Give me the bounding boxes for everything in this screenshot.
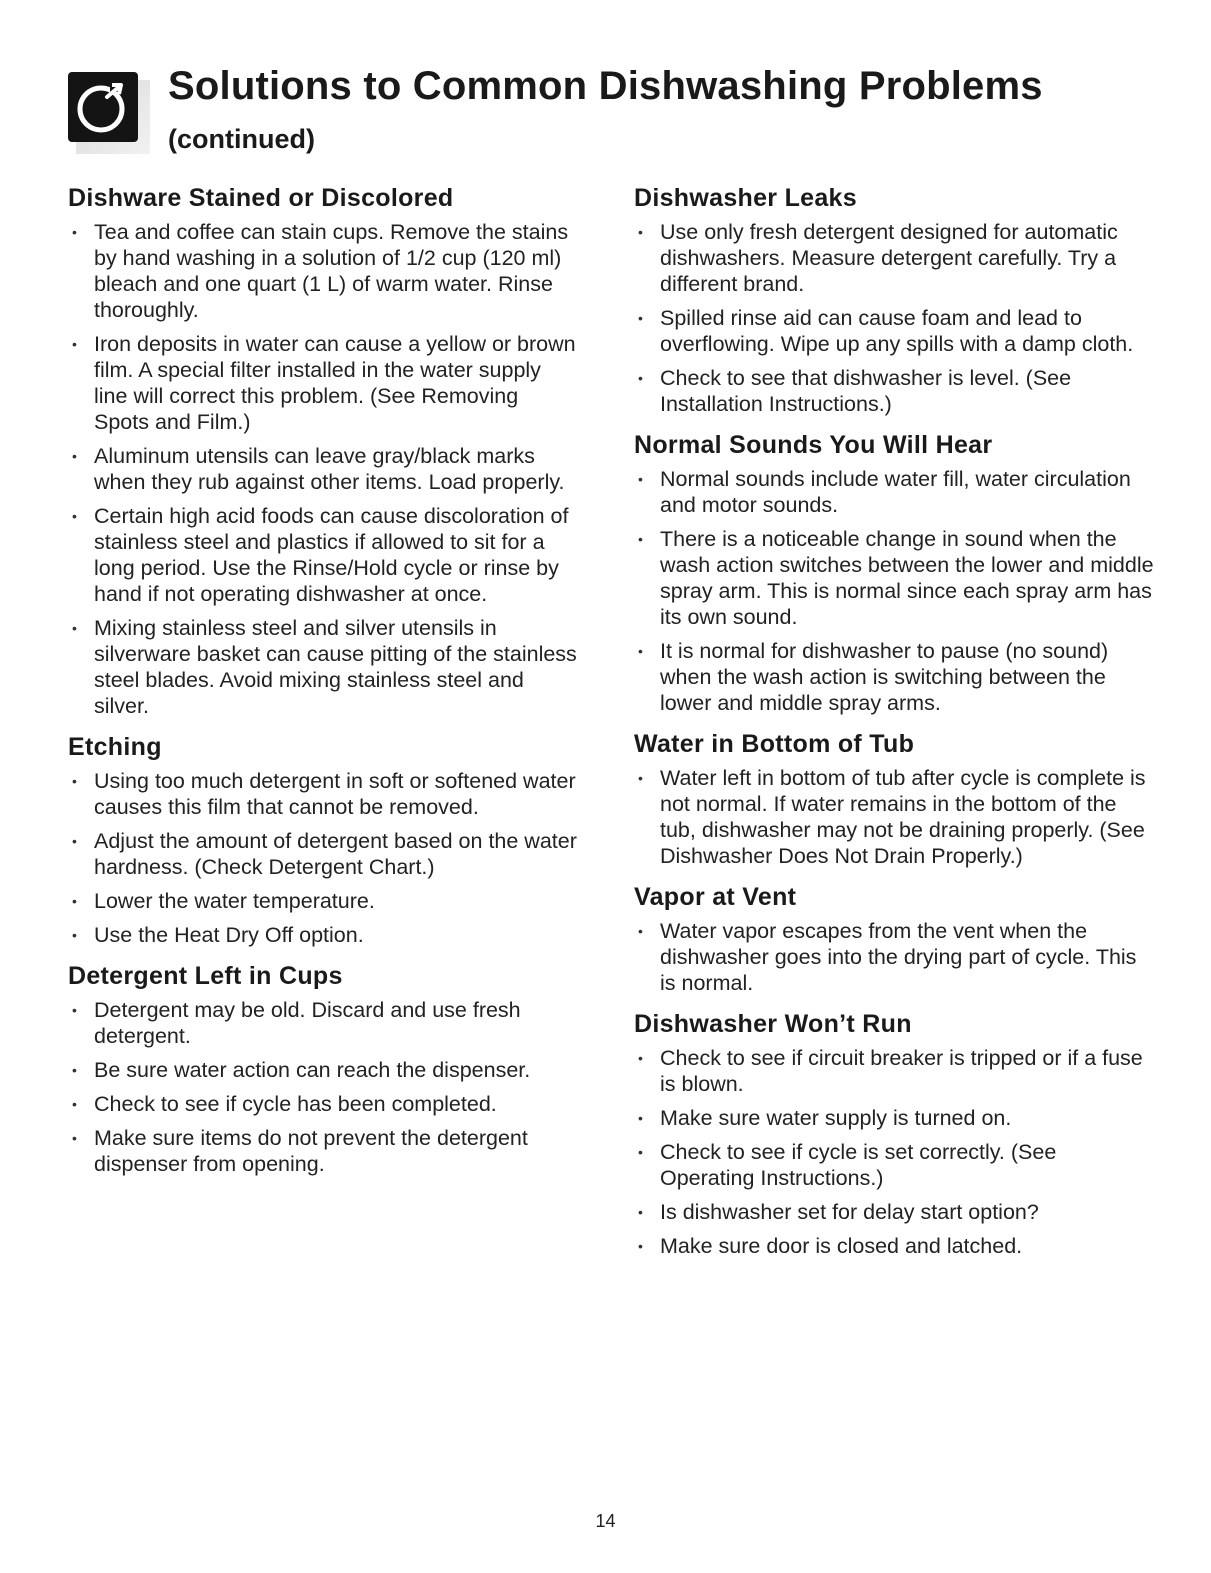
list-item: • Iron deposits in water can cause a yellow or brown film. A special filter installed in the water supply line will correct this problem. (See Removing Spots and Film.) — [68, 331, 578, 435]
page-title: Solutions to Common Dishwashing Problems — [168, 64, 1043, 108]
bullet-list — [68, 768, 578, 948]
list-item: • Use the Heat Dry Off option. — [68, 922, 578, 948]
section-heading: Normal Sounds You Will Hear — [634, 431, 993, 459]
bullet-list — [68, 997, 578, 1177]
section-heading: Dishwasher Won’t Run — [634, 1010, 912, 1038]
section-heading: Dishware Stained or Discolored — [68, 184, 454, 212]
bullet-list — [68, 219, 578, 719]
list-item: • Lower the water temperature. — [68, 888, 578, 914]
section-water-in-tub — [634, 728, 1154, 869]
list-item: • Tea and coffee can stain cups. Remove the stains by hand washing in a solution of 1/2 cup (120 ml) bleach and one quart (1 L) of warm water. Rinse thoroughly. — [68, 219, 578, 323]
bullet-list — [634, 765, 1154, 869]
list-item: • Water left in bottom of tub after cycle is complete is not normal. If water remains in the bottom of the tub, dishwasher may not be draining properly. (See Dishwasher Does Not Drain Properly.) — [634, 765, 1154, 869]
list-item: • Certain high acid foods can cause discoloration of stainless steel and plastics if allowed to sit for a long period. Use the Rinse/Hold cycle or rinse by hand if not operating dishwasher at once. — [68, 503, 578, 607]
list-item: • Normal sounds include water fill, water circulation and motor sounds. — [634, 466, 1154, 518]
list-item: • Check to see that dishwasher is level. (See Installation Instructions.) — [634, 365, 1154, 417]
list-item: • Water vapor escapes from the vent when the dishwasher goes into the drying part of cycle. This is normal. — [634, 918, 1154, 996]
list-item: • Detergent may be old. Discard and use fresh detergent. — [68, 997, 578, 1049]
section-wont-run — [634, 1008, 1154, 1259]
section-etching — [68, 731, 578, 948]
section-heading: Detergent Left in Cups — [68, 962, 343, 990]
section-dishwasher-leaks — [634, 182, 1154, 417]
bullet-list — [634, 1045, 1154, 1259]
list-item: • Use only fresh detergent designed for automatic dishwashers. Measure detergent carefully. Try a different brand. — [634, 219, 1154, 297]
page-header — [68, 62, 1168, 162]
list-item: • Make sure water supply is turned on. — [634, 1105, 1154, 1131]
list-item: • Using too much detergent in soft or softened water causes this film that cannot be removed. — [68, 768, 578, 820]
section-dishware-stained — [68, 182, 578, 719]
list-item: • Check to see if cycle has been completed. — [68, 1091, 578, 1117]
bullet-list — [634, 466, 1154, 716]
section-vapor-at-vent — [634, 881, 1154, 996]
section-heading: Water in Bottom of Tub — [634, 730, 915, 758]
section-heading: Etching — [68, 733, 162, 761]
section-heading: Dishwasher Leaks — [634, 184, 857, 212]
list-item: • Adjust the amount of detergent based on the water hardness. (Check Detergent Chart.) — [68, 828, 578, 880]
bullet-list — [634, 219, 1154, 417]
page-subtitle: (continued) — [168, 124, 315, 154]
list-item: • There is a noticeable change in sound when the wash action switches between the lower and middle spray arm. This is normal since each spray arm has its own sound. — [634, 526, 1154, 630]
troubleshooting-icon — [68, 72, 152, 156]
right-column — [634, 182, 1154, 1271]
section-heading: Vapor at Vent — [634, 883, 797, 911]
list-item: • Check to see if circuit breaker is tripped or if a fuse is blown. — [634, 1045, 1154, 1097]
bullet-list — [634, 918, 1154, 996]
list-item: • Make sure items do not prevent the detergent dispenser from opening. — [68, 1125, 578, 1177]
section-detergent-left — [68, 960, 578, 1177]
page-number: 14 — [595, 1511, 616, 1531]
list-item: • Aluminum utensils can leave gray/black marks when they rub against other items. Load properly. — [68, 443, 578, 495]
list-item: • Spilled rinse aid can cause foam and lead to overflowing. Wipe up any spills with a damp cloth. — [634, 305, 1154, 357]
list-item: • Make sure door is closed and latched. — [634, 1233, 1154, 1259]
list-item: • Check to see if cycle is set correctly. (See Operating Instructions.) — [634, 1139, 1154, 1191]
list-item: • Is dishwasher set for delay start option? — [634, 1199, 1154, 1225]
list-item: • It is normal for dishwasher to pause (no sound) when the wash action is switching between the lower and middle spray arms. — [634, 638, 1154, 716]
left-column — [68, 182, 578, 1189]
list-item: • Mixing stainless steel and silver utensils in silverware basket can cause pitting of the stainless steel blades. Avoid mixing stainless steel and silver. — [68, 615, 578, 719]
section-normal-sounds — [634, 429, 1154, 716]
list-item: • Be sure water action can reach the dispenser. — [68, 1057, 578, 1083]
